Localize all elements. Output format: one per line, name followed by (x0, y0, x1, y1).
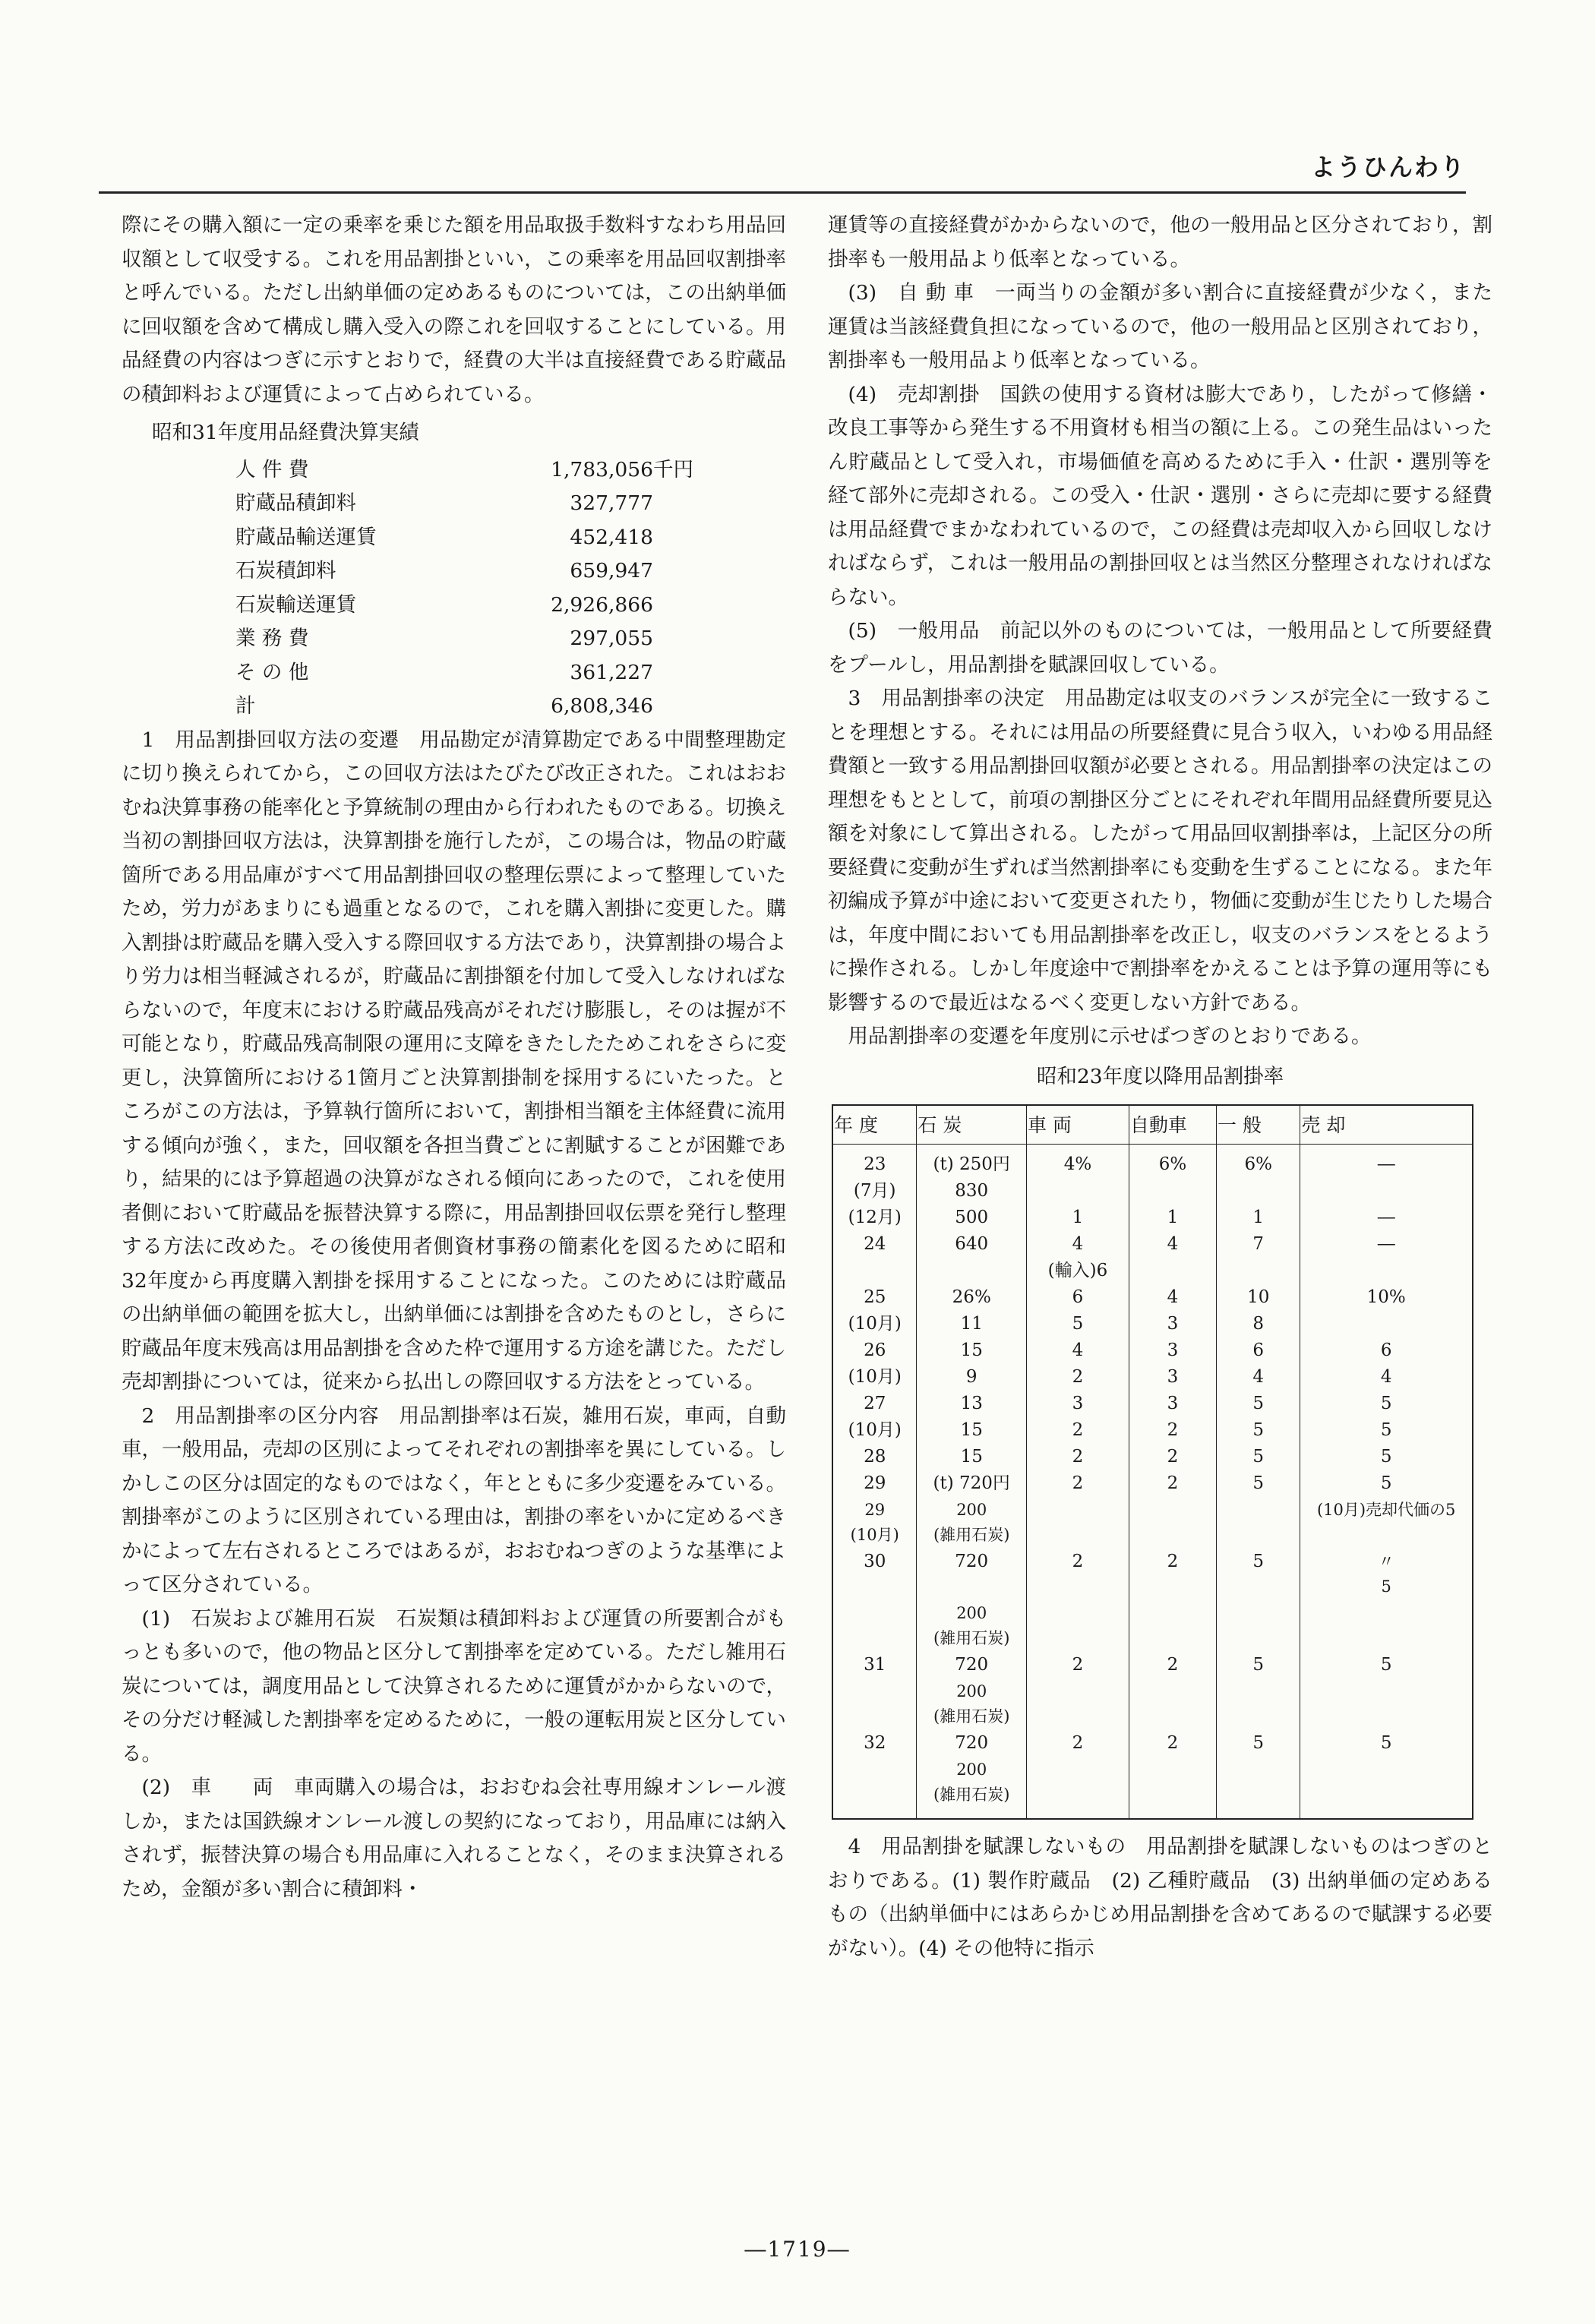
rates-header-cell: 年 度 (832, 1105, 917, 1145)
rates-cell: 1 (1129, 1205, 1216, 1231)
rates-cell: 2 (1027, 1652, 1129, 1678)
rates-cell: 32 (832, 1730, 917, 1757)
rates-cell (1027, 1497, 1129, 1549)
rates-row (832, 1284, 1473, 1311)
rates-table-title: 昭和23年度以降用品割掛率 (1036, 1064, 1284, 1088)
paragraph: 運賃等の直接経費がかからないので，他の一般用品と区分されており，割掛率も一般用品より低率となっている。 (828, 213, 1492, 271)
rates-cell (1300, 1600, 1473, 1652)
rates-row (832, 1600, 1473, 1652)
rates-cell: 11 (917, 1311, 1027, 1337)
page-number: ―1719― (744, 2237, 851, 2262)
paragraph: (1) 石炭および雑用石炭 石炭類は積卸料および運賃の所要割合がもっとも多いので，他の物品と区分して割掛率を定めている。ただし雑用石炭については，調度用品として決算されるために運賃がかからないので，その分だけ軽減した割掛率を定めるために，一般の運転用炭と区分している。 (122, 1606, 786, 1766)
rates-cell (1129, 1678, 1216, 1730)
expense-cell: 327,777 (570, 491, 653, 515)
expense-cell: 貯蔵品積卸料 (235, 491, 356, 515)
expense-row (235, 589, 699, 623)
paragraph: 3 用品割掛率の決定 用品勘定は収支のバランスが完全に一致することを理想とする。それには用品の所要経費に見合う収入，いわゆる用品経費額と一致する用品割掛回収額が必要とされる。用品割掛率の決定はこの理想をもととして，前項の割掛区分ごとにそれぞれ年間用品経費所要見込額を対象にして算出される。したがって用品回収割掛率は，上記区分の所要経費に変動が生ずれば当然割掛率にも変動を生ずることになる。また年初編成予算が中途において変更されたり，物価に変動が生じたりした場合は，年度中間においても用品割掛率を改正し，収支のバランスをとるように操作される。しかし年度途中で割掛率をかえることは予算の運用等にも影響するので最近はなるべく変更しない方針である。 (828, 687, 1492, 1015)
rates-cell: 500 (917, 1205, 1027, 1231)
rates-row (832, 1730, 1473, 1757)
rates-cell: 2 (1129, 1652, 1216, 1678)
rates-cell: 6% (1217, 1145, 1300, 1179)
expense-row (235, 521, 699, 555)
paragraph: 4 用品割掛を賦課しないもの 用品割掛を賦課しないものはつぎのとおりである。(1) 製作貯蔵品 (2) 乙種貯蔵品 (3) 出納単価の定めあるもの（出納単価中にはあらかじめ用品割掛を含めてあるので賦課する必要がない）。(4) その他特に指示 (828, 1835, 1492, 1960)
rates-cell: 31 (832, 1652, 917, 1678)
rates-cell: 〃 5 (1300, 1549, 1473, 1600)
rates-row (832, 1311, 1473, 1337)
rates-cell: (12月) (832, 1205, 917, 1231)
paragraph: (4) 売却割掛 国鉄の使用する資材は膨大であり，したがって修繕・改良工事等から発生する不用資材も相当の額に上る。この発生品はいったん貯蔵品として受入れ，市場価値を高めるために手入・仕訳・選別等を経て部外に売却される。この受入・仕訳・選別・さらに売却に要する経費は用品経費でまかなわれているので，この経費は売却収入から回収しなければならず，これは一般用品の割掛回収とは当然区分整理されなければならない。 (828, 382, 1492, 609)
rates-cell (1027, 1678, 1129, 1730)
rates-cell: 24 (832, 1231, 917, 1258)
rates-row (832, 1549, 1473, 1600)
expense-cell: 6,808,346 (551, 694, 653, 718)
rates-cell: 5 (1300, 1391, 1473, 1417)
expense-row (235, 554, 699, 589)
rates-header-cell: 売 却 (1300, 1105, 1473, 1145)
rates-cell: (10月)売却代価の5 (1300, 1497, 1473, 1549)
rates-cell: (7月) (832, 1178, 917, 1205)
expense-cell: 人 件 費 (235, 457, 309, 482)
left-column (122, 209, 786, 1906)
paragraph: 2 用品割掛率の区分内容 用品割掛率は石炭，雑用石炭，車両，自動車，一般用品，売却の区別によってそれぞれの割掛率を異にしている。しかしこの区分は固定的なものではなく，年とともに多少変遷をみている。割掛率がこのように区別されている理由は，割掛の率をいかに定めるべきかによって左右されるところではあるが，おおむねつぎのような基準によって区分されている。 (122, 1404, 786, 1596)
rates-cell (1217, 1678, 1300, 1730)
expense-cell (653, 656, 699, 690)
expense-cell: 計 (235, 694, 256, 718)
rates-cell (1217, 1178, 1300, 1205)
rates-row (832, 1337, 1473, 1364)
rates-cell (917, 1258, 1027, 1284)
rates-cell: 15 (917, 1417, 1027, 1444)
rates-row (832, 1652, 1473, 1678)
rates-row (832, 1497, 1473, 1549)
rates-cell: 2 (1027, 1549, 1129, 1600)
rates-cell: 720 (917, 1730, 1027, 1757)
rates-cell: 2 (1129, 1470, 1216, 1497)
rates-cell: 26 (832, 1337, 917, 1364)
rates-cell: 1 (1217, 1205, 1300, 1231)
rates-cell (1129, 1497, 1216, 1549)
rates-row (832, 1258, 1473, 1284)
expense-cell: 貯蔵品輸送運賃 (235, 525, 377, 549)
rates-cell: 5 (1300, 1652, 1473, 1678)
rates-cell: 5 (1217, 1730, 1300, 1757)
expense-row (235, 453, 699, 488)
rates-cell: 5 (1300, 1417, 1473, 1444)
rates-row (832, 1470, 1473, 1497)
rates-row (832, 1757, 1473, 1819)
expense-cell: 361,227 (570, 660, 653, 684)
rates-cell: 5 (1217, 1417, 1300, 1444)
rates-cell: 29 (10月) (832, 1497, 917, 1549)
expense-cell (653, 521, 699, 555)
rates-cell: 4 (1027, 1231, 1129, 1258)
rates-cell (1217, 1600, 1300, 1652)
paragraph: (2) 車 両 車両購入の場合は，おおむね会社専用線オンレール渡しか，または国鉄線オンレール渡しの契約になっており，用品庫には納入されず，振替決算の場合も用品庫に入れることなく，そのまま決算されるため，金額が多い割合に積卸料・ (122, 1776, 786, 1901)
rates-header-cell: 車 両 (1027, 1105, 1129, 1145)
rates-cell: ― (1300, 1231, 1473, 1258)
expense-row (235, 622, 699, 656)
rates-cell: 8 (1217, 1311, 1300, 1337)
rates-cell (1300, 1178, 1473, 1205)
rates-cell: 4 (1027, 1337, 1129, 1364)
rates-cell: 5 (1217, 1444, 1300, 1470)
rates-row (832, 1145, 1473, 1179)
expense-cell: 石炭輸送運賃 (235, 592, 356, 617)
rates-cell: 4 (1129, 1284, 1216, 1311)
rates-cell: 2 (1129, 1549, 1216, 1600)
rates-cell: 10 (1217, 1284, 1300, 1311)
rates-row (832, 1444, 1473, 1470)
rates-cell: 830 (917, 1178, 1027, 1205)
rates-cell: 720 (917, 1549, 1027, 1600)
rates-cell (1300, 1678, 1473, 1730)
rates-table (832, 1104, 1473, 1820)
rates-cell (832, 1258, 917, 1284)
rates-header-cell: 一 般 (1217, 1105, 1300, 1145)
rates-cell: 27 (832, 1391, 917, 1417)
rates-cell: 3 (1129, 1311, 1216, 1337)
rates-cell: 5 (1217, 1549, 1300, 1600)
rates-cell: 3 (1129, 1364, 1216, 1391)
rates-cell (1300, 1757, 1473, 1819)
rates-cell: (10月) (832, 1417, 917, 1444)
rates-cell: 4 (1217, 1364, 1300, 1391)
rates-cell: 6 (1027, 1284, 1129, 1311)
rates-cell: 1 (1027, 1205, 1129, 1231)
rates-cell: 200 (雑用石炭) (917, 1757, 1027, 1819)
rates-row (832, 1678, 1473, 1730)
rates-cell: (10月) (832, 1311, 917, 1337)
rates-cell: 5 (1300, 1470, 1473, 1497)
expense-table (235, 453, 699, 724)
rates-cell: 2 (1027, 1364, 1129, 1391)
rates-cell: ― (1300, 1145, 1473, 1179)
rates-cell: 4% (1027, 1145, 1129, 1179)
rates-cell: (t) 720円 (917, 1470, 1027, 1497)
rates-cell (1027, 1757, 1129, 1819)
rates-cell: 2 (1027, 1417, 1129, 1444)
expense-cell (653, 589, 699, 623)
expense-cell: 業 務 費 (235, 627, 309, 650)
rates-row (832, 1205, 1473, 1231)
rates-cell: 3 (1129, 1391, 1216, 1417)
rates-cell (832, 1678, 917, 1730)
paragraph: 用品割掛率の変遷を年度別に示せばつぎのとおりである。 (848, 1025, 1372, 1048)
expense-row (235, 487, 699, 521)
expense-cell: 452,418 (570, 525, 653, 549)
rates-row (832, 1417, 1473, 1444)
expense-table-title: 昭和31年度用品経費決算実績 (152, 421, 419, 444)
rates-cell: (10月) (832, 1364, 917, 1391)
rates-cell: 30 (832, 1549, 917, 1600)
rates-cell: 4 (1300, 1364, 1473, 1391)
rates-row (832, 1231, 1473, 1258)
rates-header-cell: 石 炭 (917, 1105, 1027, 1145)
rates-cell (1217, 1757, 1300, 1819)
expense-cell: 2,926,866 (551, 592, 653, 617)
header-rule (99, 191, 1466, 194)
rates-cell: 6% (1129, 1145, 1216, 1179)
rates-cell: 5 (1300, 1444, 1473, 1470)
rates-cell: 720 (917, 1652, 1027, 1678)
expense-cell: 石炭積卸料 (235, 559, 336, 583)
rates-cell: 7 (1217, 1231, 1300, 1258)
rates-cell: (輸入)6 (1027, 1258, 1129, 1284)
paragraph: 1 用品割掛回収方法の変遷 用品勘定が清算勘定である中間整理勘定に切り換えられてから，この回収方法はたびたび改正された。これはおおむね決算事務の能率化と予算統制の理由から行われたものである。切換え当初の割掛回収方法は，決算割掛を施行したが，この場合は，物品の貯蔵箇所である用品庫がすべて用品割掛回収の整理伝票によって整理していたため，労力があまりにも過重となるので，これを購入割掛に変更した。購入割掛は貯蔵品を購入受入する際回収する方法であり，決算割掛の場合より労力は相当軽減されるが，貯蔵品に割掛額を付加して受入しなければならないので，年度末における貯蔵品残高がそれだけ膨脹し，そのは握が不可能となり，貯蔵品残高制限の運用に支障をきたしたためこれをさらに変更し，決算箇所における1箇月ごと決算割掛制を採用するにいたった。ところがこの方法は，予算執行箇所において，割掛相当額を主体経費に流用する傾向が強く，また，回収額を各担当費ごとに割賦することが困難であり，結果的には予算超過の決算がなされる傾向にあったので，これを使用者側において貯蔵品を振替決算する際に，用品割掛回収伝票を発行し整理する方法に改めた。その後使用者側資材事務の簡素化を図るために昭和32年度から再度購入割掛を採用することになった。このためには貯蔵品の出納単価の範囲を拡大し，出納単価には割掛を含めたものとし，さらに貯蔵品年度末残高は用品割掛を含めた枠で運用する方途を講じた。ただし売却割掛については，従来から払出しの際回収する方法をとっている。 (122, 728, 786, 1394)
expense-cell: 1,783,056 (551, 457, 653, 482)
rates-cell: 6 (1300, 1337, 1473, 1364)
expense-cell (653, 487, 699, 521)
rates-cell: 6 (1217, 1337, 1300, 1364)
rates-cell: 200 (雑用石炭) (917, 1600, 1027, 1652)
rates-row (832, 1391, 1473, 1417)
rates-cell (1300, 1311, 1473, 1337)
expense-row (235, 690, 699, 724)
rates-cell: 9 (917, 1364, 1027, 1391)
rates-header-cell: 自動車 (1129, 1105, 1216, 1145)
expense-cell (653, 554, 699, 589)
rates-cell: (t) 250円 (917, 1145, 1027, 1179)
rates-cell: 5 (1217, 1652, 1300, 1678)
rates-cell: 2 (1027, 1444, 1129, 1470)
rates-cell: ― (1300, 1205, 1473, 1231)
rates-cell: 640 (917, 1231, 1027, 1258)
expense-cell: 千円 (653, 457, 693, 482)
expense-cell (653, 690, 699, 724)
rates-cell: 2 (1027, 1730, 1129, 1757)
page-header: ようひんわり (1310, 153, 1466, 182)
paragraph: (5) 一般用品 前記以外のものについては，一般用品として所要経費をプールし，用品割掛を賦課回収している。 (828, 619, 1492, 677)
rates-cell: 5 (1027, 1311, 1129, 1337)
rates-row (832, 1178, 1473, 1205)
rates-cell (1129, 1600, 1216, 1652)
rates-cell: 28 (832, 1444, 917, 1470)
rates-cell (1217, 1497, 1300, 1549)
rates-cell: 15 (917, 1444, 1027, 1470)
rates-cell (1129, 1258, 1216, 1284)
rates-cell: 13 (917, 1391, 1027, 1417)
rates-cell (1217, 1258, 1300, 1284)
rates-cell: 5 (1300, 1730, 1473, 1757)
expense-cell (653, 622, 699, 656)
rates-cell (1027, 1600, 1129, 1652)
expense-cell: 297,055 (570, 627, 653, 650)
rates-cell: 2 (1129, 1417, 1216, 1444)
rates-cell: 15 (917, 1337, 1027, 1364)
rates-cell: 29 (832, 1470, 917, 1497)
rates-cell: 3 (1129, 1337, 1216, 1364)
rates-cell: 10% (1300, 1284, 1473, 1311)
rates-cell (1300, 1258, 1473, 1284)
rates-cell: 2 (1129, 1444, 1216, 1470)
rates-cell: 5 (1217, 1391, 1300, 1417)
rates-cell: 4 (1129, 1231, 1216, 1258)
rates-cell: 25 (832, 1284, 917, 1311)
rates-cell (1027, 1178, 1129, 1205)
rates-cell (832, 1757, 917, 1819)
rates-cell: 23 (832, 1145, 917, 1179)
expense-cell: そ の 他 (235, 660, 309, 684)
paragraph: (3) 自 動 車 一両当りの金額が多い割合に直接経費が少なく，また運賃は当該経費負担になっているので，他の一般用品と区別されており，割掛率も一般用品より低率となっている。 (828, 281, 1492, 372)
rates-cell (832, 1600, 917, 1652)
rates-cell: 2 (1027, 1470, 1129, 1497)
paragraph: 際にその購入額に一定の乗率を乗じた額を用品取扱手数料すなわち用品回収額として収受する。これを用品割掛といい，この乗率を用品回収割掛率と呼んでいる。ただし出納単価の定めあるものについては，この出納単価に回収額を含めて構成し購入受入の際これを回収することにしている。用品経費の内容はつぎに示すとおりで，経費の大半は直接経費である貯蔵品の積卸料および運賃によって占められている。 (122, 213, 786, 406)
right-column (828, 209, 1492, 1966)
rates-cell: 2 (1129, 1730, 1216, 1757)
expense-cell: 659,947 (570, 559, 653, 583)
rates-cell: 200 (雑用石炭) (917, 1497, 1027, 1549)
rates-cell (1129, 1757, 1216, 1819)
rates-cell: 26% (917, 1284, 1027, 1311)
rates-cell: 200 (雑用石炭) (917, 1678, 1027, 1730)
rates-row (832, 1364, 1473, 1391)
rates-cell (1129, 1178, 1216, 1205)
rates-cell: 5 (1217, 1470, 1300, 1497)
rates-cell: 3 (1027, 1391, 1129, 1417)
expense-row (235, 656, 699, 690)
